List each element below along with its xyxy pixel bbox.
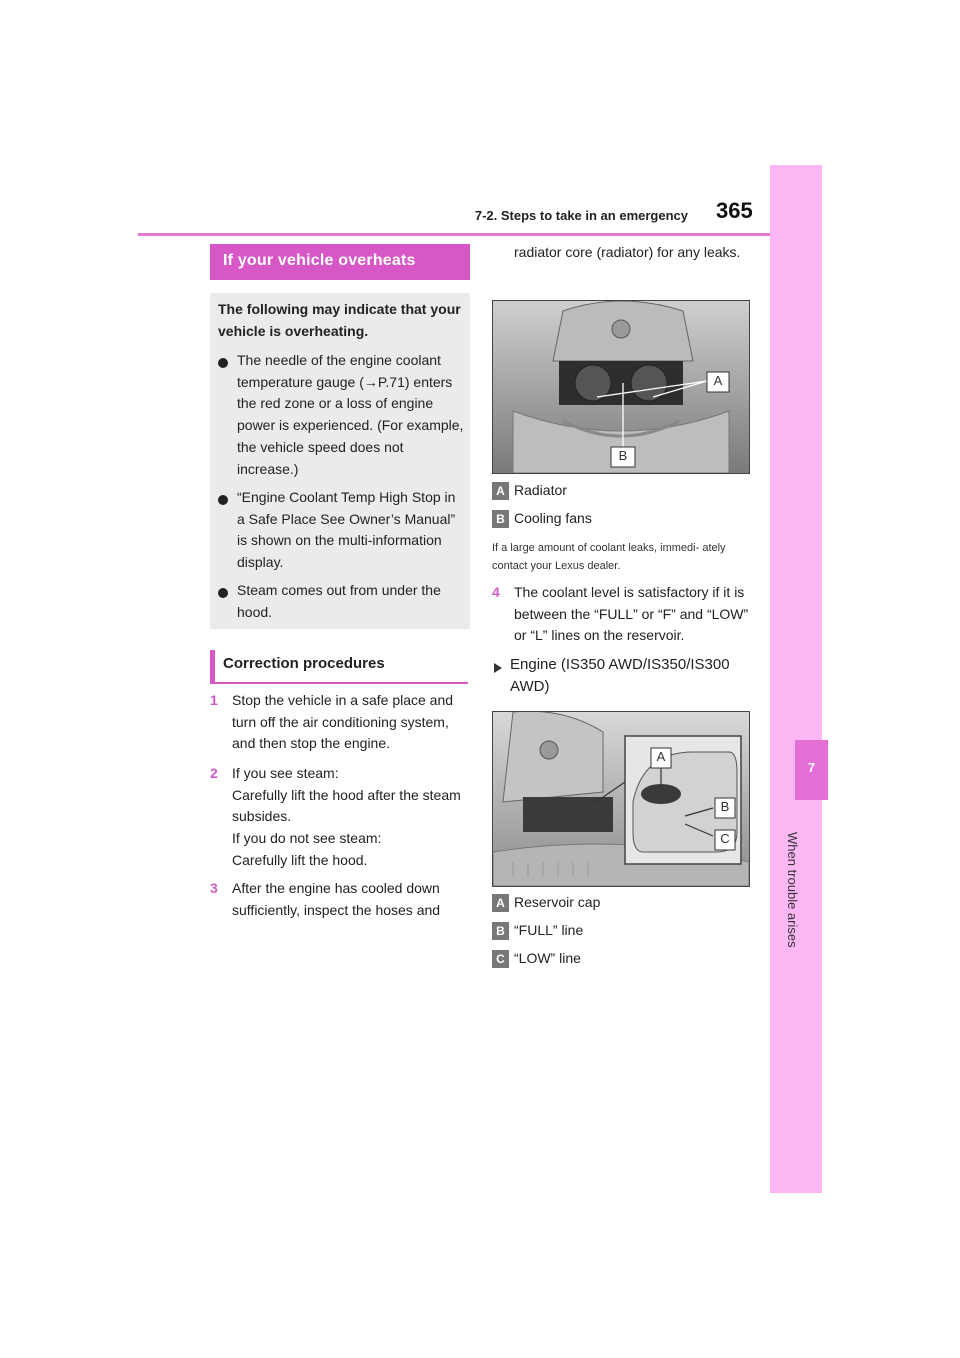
callout-b: B [618,448,628,463]
legend-reservoir-cap: Reservoir cap [514,894,601,910]
callout-b: B [720,799,730,814]
reservoir-figure [492,711,750,887]
radiator-figure [492,300,750,474]
header-rule [138,233,770,236]
overheat-intro: The following may indicate that your vehicle is overheating. [218,301,461,339]
legend-full-line: “FULL” line [514,922,584,938]
section-title: 7-2. Steps to take in an emergency [474,208,688,223]
triangle-bullet-icon [494,663,502,673]
coolant-leak-note: If a large amount of coolant leaks, immedi- ately contact your Lexus dealer. [492,542,726,572]
bullet-icon [218,495,228,505]
side-tab-strip [770,165,822,1193]
bullet-icon [218,358,228,368]
legend-key-b: B [492,922,509,940]
legend-cooling-fans: Cooling fans [514,510,592,526]
correction-heading: Correction procedures [210,650,468,684]
reservoir-illustration [493,712,749,886]
chapter-number: 7 [807,760,816,775]
legend-key-a: A [492,482,509,500]
overheat-title-bar [210,244,470,280]
chapter-title: When trouble arises [785,832,800,948]
legend-low-line: “LOW” line [514,950,581,966]
legend-key-b: B [492,510,509,528]
page-number: 365 [716,198,753,223]
legend-key-a: A [492,894,509,912]
engine-variant-label: Engine (IS350 AWD/IS350/IS300 AWD) [510,656,730,695]
callout-a: A [713,373,723,388]
callout-a: A [656,749,666,764]
bullet-icon [218,588,228,598]
legend-radiator: Radiator [514,482,567,498]
step-3-continued: radiator core (radiator) for any leaks. [514,244,741,260]
overheat-title: If your vehicle overheats [223,252,416,269]
legend-key-c: C [492,950,509,968]
callout-c: C [720,831,730,846]
